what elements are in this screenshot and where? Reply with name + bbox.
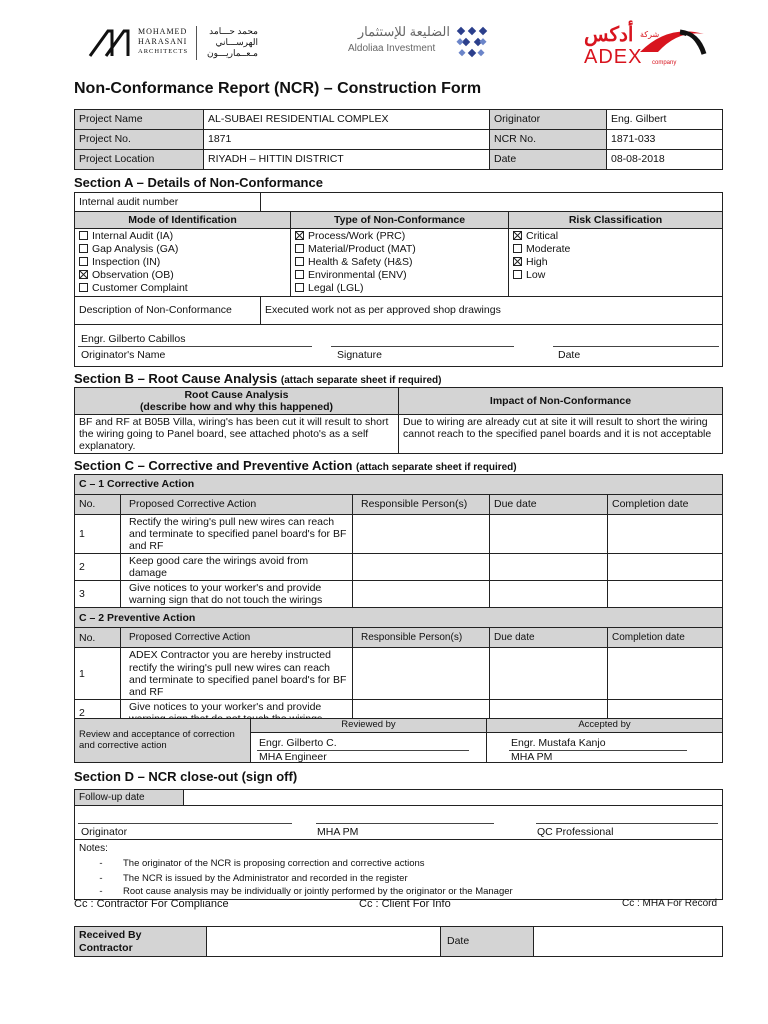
- signoff-date-label: Date: [558, 349, 581, 361]
- risk-options: [509, 229, 723, 297]
- checkbox-checked-icon[interactable]: [295, 231, 304, 240]
- type-option[interactable]: Material/Product (MAT): [295, 243, 504, 256]
- note-item: - The originator of the NCR is proposing correction and corrective actions: [99, 858, 425, 869]
- checkbox-checked-icon[interactable]: [79, 270, 88, 279]
- c1-label: C – 1 Corrective Action: [75, 475, 723, 495]
- notes-block: [75, 840, 723, 900]
- table-row: 3 Give notices to your worker's and provide warning sign that do not touch the wirings: [75, 581, 723, 608]
- checkbox-icon[interactable]: [295, 257, 304, 266]
- aldoliaa-english-name: Aldoliaa Investment: [348, 43, 436, 54]
- table-row: 2 Give notices to your worker's and provide: [75, 699, 723, 726]
- col-no: No.: [75, 628, 121, 648]
- checkbox-icon[interactable]: [79, 257, 88, 266]
- review-acceptance-table: [74, 718, 723, 763]
- mode-option[interactable]: Internal Audit (IA): [79, 230, 286, 243]
- checkbox-icon[interactable]: [79, 283, 88, 292]
- impact-text[interactable]: Due to wiring are already cut at site it will result to short the wiring cannot reach to the specified panel boards and it is not acceptable: [399, 415, 723, 454]
- reviewer-cell: [251, 733, 487, 763]
- type-option[interactable]: Environmental (ENV): [295, 269, 504, 282]
- checkbox-icon[interactable]: [295, 283, 304, 292]
- checkbox-checked-icon[interactable]: [513, 231, 522, 240]
- risk-option[interactable]: High: [513, 256, 718, 269]
- cc-contractor: Cc : Contractor For Compliance: [74, 898, 229, 910]
- type-option[interactable]: Process/Work (PRC): [295, 230, 504, 243]
- adex-sub-label: company: [652, 60, 677, 66]
- adex-swoosh-icon: [638, 22, 708, 62]
- col-due: Due date: [490, 628, 608, 648]
- ncr-no-value: 1871-033: [607, 130, 723, 150]
- col-responsible: Responsible Person(s): [353, 495, 490, 515]
- c2-label: C – 2 Preventive Action: [75, 608, 723, 628]
- note-item: - Root cause analysis may be individually or jointly performed by the originator or the Manager: [99, 886, 513, 897]
- checkbox-icon[interactable]: [513, 244, 522, 253]
- checkbox-icon[interactable]: [295, 244, 304, 253]
- project-location-label: Project Location: [75, 150, 204, 170]
- col-no: No.: [75, 495, 121, 515]
- type-options: [291, 229, 509, 297]
- page-title: Non-Conformance Report (NCR) – Construction Form: [74, 80, 482, 97]
- root-cause-text[interactable]: BF and RF at B05B Villa, wiring's has been cut it will result to short the wiring going to Panel board, see attached photo's as a self explanatory.: [75, 415, 399, 454]
- acceptor-role: MHA PM: [511, 751, 553, 763]
- mha-arabic-line-3: مـعــماريـــون: [206, 48, 258, 58]
- mode-options: [75, 229, 291, 297]
- project-name-value: AL-SUBAEI RESIDENTIAL COMPLEX: [204, 110, 490, 130]
- risk-option[interactable]: Low: [513, 269, 718, 282]
- checkbox-icon[interactable]: [513, 270, 522, 279]
- signature-label: Signature: [337, 349, 382, 361]
- received-date-label: Date: [441, 927, 534, 957]
- originator-name-label: Originator's Name: [81, 349, 166, 361]
- reviewer-role: MHA Engineer: [259, 751, 327, 763]
- type-header: Type of Non-Conformance: [291, 212, 509, 229]
- section-b-title: Section B – Root Cause Analysis (attach separate sheet if required): [74, 371, 442, 386]
- section-b-note: (attach separate sheet if required): [280, 375, 442, 386]
- section-a-table: [74, 192, 723, 367]
- note-item: - The NCR is issued by the Administrator and recorded in the register: [99, 873, 408, 884]
- description-value[interactable]: Executed work not as per approved shop drawings: [261, 297, 723, 325]
- mode-option[interactable]: Customer Complaint: [79, 282, 286, 295]
- section-a-title: Section A – Details of Non-Conformance: [74, 175, 323, 190]
- date-label: Date: [490, 150, 607, 170]
- table-row: 2 Keep good care the wirings avoid from damage: [75, 554, 723, 581]
- mha-logo: [88, 26, 288, 62]
- aldoliaa-arabic-name: الضليعة للإستثمار: [357, 24, 450, 39]
- adex-arabic-name: أدكس: [584, 24, 634, 46]
- section-d-table: [74, 789, 723, 900]
- aldoliaa-mark-icon: [456, 26, 488, 58]
- col-completion: Completion date: [608, 628, 723, 648]
- cc-mha: Cc : MHA For Record: [622, 898, 718, 909]
- mode-option[interactable]: Gap Analysis (GA): [79, 243, 286, 256]
- checkbox-icon[interactable]: [79, 244, 88, 253]
- closeout-mha-pm-label: MHA PM: [317, 826, 359, 838]
- notes-label: Notes:: [79, 843, 108, 854]
- closeout-qc-label: QC Professional: [537, 826, 614, 838]
- col-action: Proposed Corrective Action: [121, 628, 353, 648]
- col-responsible: Responsible Person(s): [353, 628, 490, 648]
- description-label: Description of Non-Conformance: [75, 297, 261, 325]
- project-no-value: 1871: [204, 130, 490, 150]
- checkbox-icon[interactable]: [295, 270, 304, 279]
- originator-label: Originator: [490, 110, 607, 130]
- adex-logo: [580, 22, 710, 70]
- section-b-table: [74, 387, 723, 454]
- project-location-value: RIYADH – HITTIN DISTRICT: [204, 150, 490, 170]
- risk-header: Risk Classification: [509, 212, 723, 229]
- mha-arabic-line-1: محمد حـــامد: [209, 26, 258, 36]
- section-d-title: Section D – NCR close-out (sign off): [74, 769, 298, 784]
- checkbox-icon[interactable]: [79, 231, 88, 240]
- project-name-label: Project Name: [75, 110, 204, 130]
- acceptor-name[interactable]: Engr. Mustafa Kanjo: [511, 737, 606, 749]
- adex-arabic-small: شركة: [640, 30, 660, 39]
- mha-name-line-2: HARASANI: [138, 37, 188, 46]
- risk-option[interactable]: Moderate: [513, 243, 718, 256]
- type-option[interactable]: Legal (LGL): [295, 282, 504, 295]
- section-c-note: (attach separate sheet if required): [356, 462, 517, 473]
- aldoliaa-logo: [346, 24, 496, 64]
- ncr-no-label: NCR No.: [490, 130, 607, 150]
- closeout-originator-label: Originator: [81, 826, 128, 838]
- acceptor-cell: [487, 733, 723, 763]
- followup-label: Follow-up date: [75, 790, 184, 806]
- impact-header: Impact of Non-Conformance: [399, 388, 723, 415]
- col-completion: Completion date: [608, 495, 723, 515]
- review-label: Review and acceptance of correction and corrective action: [75, 719, 251, 763]
- internal-audit-value[interactable]: [261, 193, 723, 212]
- received-by-table: [74, 926, 723, 957]
- originator-name-value[interactable]: Engr. Gilberto Cabillos: [81, 333, 186, 345]
- section-c-table: [74, 474, 723, 727]
- internal-audit-label: Internal audit number: [75, 193, 261, 212]
- mha-name-line-1: MOHAMED: [138, 27, 188, 36]
- adex-english-name: ADEX: [584, 46, 643, 68]
- table-row: 1 ADEX Contractor you are hereby instructed rectify the wiring's pull new wires can reach and terminate to specified panel board's for BF and RF: [75, 648, 723, 699]
- col-due: Due date: [490, 495, 608, 515]
- received-date-value[interactable]: [534, 927, 723, 957]
- mha-arabic-line-2: الهرســـاني: [215, 37, 258, 47]
- reviewed-by-header: Reviewed by: [251, 719, 487, 733]
- col-action: Proposed Corrective Action: [121, 495, 353, 515]
- root-cause-header: Root Cause Analysis (describe how and why this happened): [75, 388, 399, 415]
- reviewer-name[interactable]: Engr. Gilberto C.: [259, 737, 337, 749]
- mha-name-line-3: ARCHITECTS: [138, 48, 189, 55]
- received-by-label: Received By Contractor: [75, 927, 207, 957]
- cc-client: Cc : Client For Info: [359, 898, 451, 910]
- received-by-value[interactable]: [207, 927, 441, 957]
- mode-option[interactable]: Observation (OB): [79, 269, 286, 282]
- mode-header: Mode of Identification: [75, 212, 291, 229]
- date-value: 08-08-2018: [607, 150, 723, 170]
- mha-logo-mark-icon: [88, 28, 134, 58]
- originator-value: Eng. Gilbert: [607, 110, 723, 130]
- risk-option[interactable]: Critical: [513, 230, 718, 243]
- project-no-label: Project No.: [75, 130, 204, 150]
- table-row: 1 Rectify the wiring's pull new wires can reach and terminate to specified panel board's for BF and RF: [75, 515, 723, 554]
- accepted-by-header: Accepted by: [487, 719, 723, 733]
- mode-option[interactable]: Inspection (IN): [79, 256, 286, 269]
- followup-value[interactable]: [184, 790, 723, 806]
- project-header-table: [74, 109, 723, 170]
- checkbox-checked-icon[interactable]: [513, 257, 522, 266]
- section-c-title: Section C – Corrective and Preventive Action (attach separate sheet if required): [74, 458, 517, 473]
- type-option[interactable]: Health & Safety (H&S): [295, 256, 504, 269]
